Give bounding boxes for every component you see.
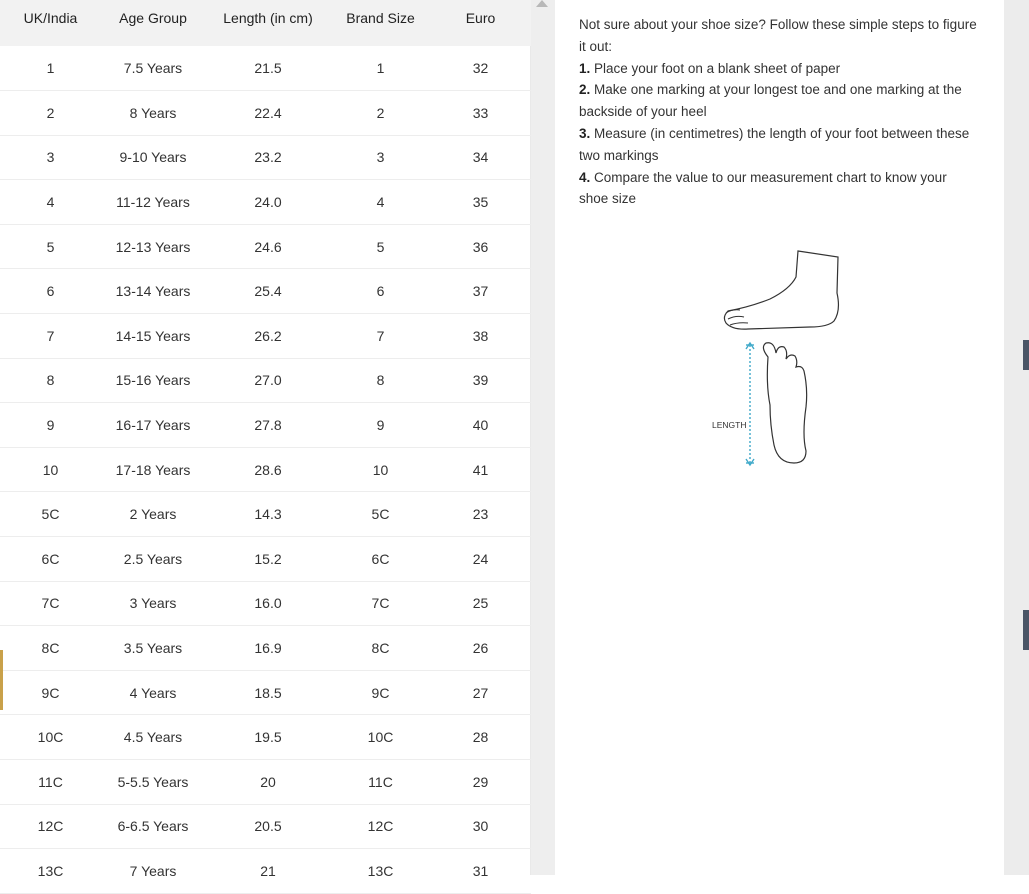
cell-brand-size: 8 — [331, 358, 430, 403]
cell-uk-india: 1 — [0, 46, 101, 91]
measure-guide-panel — [555, 0, 1004, 875]
cell-brand-size: 11C — [331, 760, 430, 805]
table-row — [0, 91, 531, 136]
cell-age-group: 9-10 Years — [101, 135, 205, 180]
table-row — [0, 269, 531, 314]
cell-length: 18.5 — [205, 670, 331, 715]
table-row — [0, 358, 531, 403]
edge-marker — [1023, 340, 1029, 370]
cell-brand-size: 5 — [331, 224, 430, 269]
cell-euro: 27 — [430, 670, 531, 715]
table-row — [0, 670, 531, 715]
table-row — [0, 135, 531, 180]
cell-age-group: 4.5 Years — [101, 715, 205, 760]
cell-brand-size: 5C — [331, 492, 430, 537]
cell-euro: 40 — [430, 403, 531, 448]
cell-age-group: 3.5 Years — [101, 626, 205, 671]
cell-euro: 39 — [430, 358, 531, 403]
cell-brand-size: 1 — [331, 46, 430, 91]
cell-uk-india: 4 — [0, 180, 101, 225]
cell-euro: 33 — [430, 91, 531, 136]
cell-euro: 38 — [430, 314, 531, 359]
cell-euro: 34 — [430, 135, 531, 180]
cell-uk-india: 10C — [0, 715, 101, 760]
cell-brand-size: 6 — [331, 269, 430, 314]
cell-length: 23.2 — [205, 135, 331, 180]
cell-brand-size: 4 — [331, 180, 430, 225]
cell-uk-india: 2 — [0, 91, 101, 136]
cell-brand-size: 3 — [331, 135, 430, 180]
cell-brand-size: 6C — [331, 537, 430, 582]
cell-uk-india: 8C — [0, 626, 101, 671]
cell-brand-size: 7 — [331, 314, 430, 359]
cell-length: 28.6 — [205, 447, 331, 492]
cell-brand-size: 2 — [331, 91, 430, 136]
cell-length: 20.5 — [205, 804, 331, 849]
cell-euro: 23 — [430, 492, 531, 537]
table-row — [0, 447, 531, 492]
cell-length: 16.0 — [205, 581, 331, 626]
cell-euro: 36 — [430, 224, 531, 269]
cell-length: 25.4 — [205, 269, 331, 314]
cell-age-group: 5-5.5 Years — [101, 760, 205, 805]
header-brand-size: Brand Size — [331, 0, 430, 46]
scroll-up-arrow-icon[interactable] — [536, 0, 548, 7]
cell-age-group: 2.5 Years — [101, 537, 205, 582]
cell-euro: 28 — [430, 715, 531, 760]
table-row — [0, 180, 531, 225]
table-row — [0, 403, 531, 448]
cell-uk-india: 6C — [0, 537, 101, 582]
cell-age-group: 4 Years — [101, 670, 205, 715]
cell-uk-india: 10 — [0, 447, 101, 492]
foot-measurement-diagram — [712, 245, 845, 470]
table-row — [0, 760, 531, 805]
table-row — [0, 224, 531, 269]
table-body — [0, 46, 531, 893]
cell-length: 22.4 — [205, 91, 331, 136]
cell-age-group: 11-12 Years — [101, 180, 205, 225]
cell-length: 20 — [205, 760, 331, 805]
cell-euro: 29 — [430, 760, 531, 805]
cell-uk-india: 13C — [0, 849, 101, 894]
cell-uk-india: 9C — [0, 670, 101, 715]
cell-length: 24.0 — [205, 180, 331, 225]
instructions-intro: Not sure about your shoe size? Follow these simple steps to figure it out: — [579, 17, 977, 54]
cell-uk-india: 3 — [0, 135, 101, 180]
cell-euro: 41 — [430, 447, 531, 492]
cell-age-group: 3 Years — [101, 581, 205, 626]
header-uk-india: UK/India — [0, 0, 101, 46]
cell-brand-size: 9 — [331, 403, 430, 448]
header-length: Length (in cm) — [205, 0, 331, 46]
cell-brand-size: 13C — [331, 849, 430, 894]
foot-sole-view-icon — [763, 343, 806, 463]
cell-age-group: 8 Years — [101, 91, 205, 136]
cell-brand-size: 12C — [331, 804, 430, 849]
cell-uk-india: 12C — [0, 804, 101, 849]
length-label: LENGTH — [712, 420, 747, 430]
edge-marker — [1023, 610, 1029, 650]
cell-age-group: 12-13 Years — [101, 224, 205, 269]
edge-marker — [0, 650, 3, 710]
cell-age-group: 14-15 Years — [101, 314, 205, 359]
cell-uk-india: 5C — [0, 492, 101, 537]
instruction-step-1: 1. Place your foot on a blank sheet of paper — [579, 60, 841, 76]
instruction-step-3: 3. Measure (in centimetres) the length of your foot between these two markings — [579, 125, 970, 163]
page-edge-strip — [1004, 0, 1029, 875]
table-row — [0, 537, 531, 582]
table-row — [0, 626, 531, 671]
cell-age-group: 16-17 Years — [101, 403, 205, 448]
header-euro: Euro — [430, 0, 531, 46]
cell-length: 16.9 — [205, 626, 331, 671]
cell-age-group: 2 Years — [101, 492, 205, 537]
cell-euro: 25 — [430, 581, 531, 626]
cell-euro: 35 — [430, 180, 531, 225]
cell-uk-india: 11C — [0, 760, 101, 805]
panel-divider — [531, 0, 555, 875]
cell-euro: 32 — [430, 46, 531, 91]
cell-euro: 37 — [430, 269, 531, 314]
cell-uk-india: 7 — [0, 314, 101, 359]
cell-brand-size: 8C — [331, 626, 430, 671]
cell-uk-india: 5 — [0, 224, 101, 269]
cell-brand-size: 10 — [331, 447, 430, 492]
table-header-row — [0, 0, 531, 46]
instruction-step-4: 4. Compare the value to our measurement chart to know your shoe size — [579, 169, 947, 207]
cell-euro: 24 — [430, 537, 531, 582]
cell-brand-size: 9C — [331, 670, 430, 715]
table-row — [0, 715, 531, 760]
cell-length: 15.2 — [205, 537, 331, 582]
cell-age-group: 15-16 Years — [101, 358, 205, 403]
header-age-group: Age Group — [101, 0, 205, 46]
cell-length: 21 — [205, 849, 331, 894]
cell-age-group: 6-6.5 Years — [101, 804, 205, 849]
table-row — [0, 46, 531, 91]
cell-length: 19.5 — [205, 715, 331, 760]
cell-uk-india: 9 — [0, 403, 101, 448]
cell-euro: 26 — [430, 626, 531, 671]
cell-length: 27.8 — [205, 403, 331, 448]
table-row — [0, 314, 531, 359]
cell-length: 14.3 — [205, 492, 331, 537]
cell-age-group: 7.5 Years — [101, 46, 205, 91]
foot-side-view-icon — [724, 251, 838, 329]
cell-length: 24.6 — [205, 224, 331, 269]
measure-instructions — [579, 14, 979, 210]
cell-uk-india: 8 — [0, 358, 101, 403]
cell-brand-size: 7C — [331, 581, 430, 626]
cell-euro: 31 — [430, 849, 531, 894]
cell-brand-size: 10C — [331, 715, 430, 760]
cell-uk-india: 7C — [0, 581, 101, 626]
table-row — [0, 804, 531, 849]
cell-length: 26.2 — [205, 314, 331, 359]
cell-euro: 30 — [430, 804, 531, 849]
table-row — [0, 492, 531, 537]
cell-length: 21.5 — [205, 46, 331, 91]
cell-age-group: 13-14 Years — [101, 269, 205, 314]
table-row — [0, 581, 531, 626]
cell-age-group: 17-18 Years — [101, 447, 205, 492]
cell-length: 27.0 — [205, 358, 331, 403]
table-row — [0, 849, 531, 894]
instruction-step-2: 2. Make one marking at your longest toe and one marking at the backside of your heel — [579, 82, 962, 120]
cell-uk-india: 6 — [0, 269, 101, 314]
cell-age-group: 7 Years — [101, 849, 205, 894]
